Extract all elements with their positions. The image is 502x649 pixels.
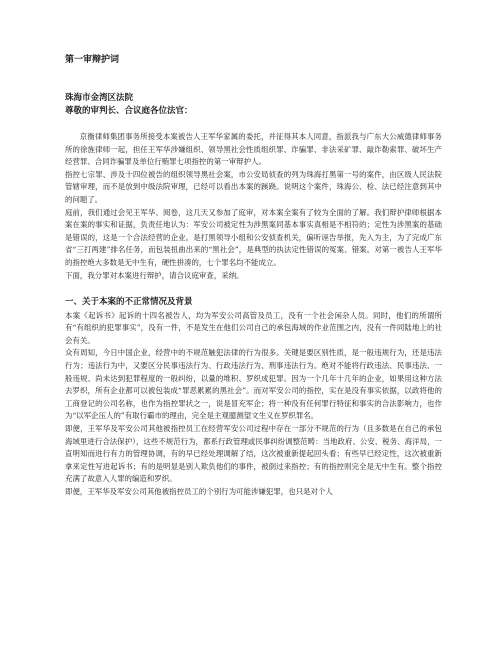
paragraph-closing: 下面，我分罪对本案进行辩护，请合议庭审查，采纳。 [65, 270, 244, 280]
paragraph-court: 指控七宗罪、涉及十四位被告的组织领导黑社会案，市公安局侦查的列为珠海打黑第一号的案件，由区级人民法院管辖审理，而不是放到中级法院审理，已经可以看出本案的蹊跷。说明这个案件，珠海公、检、法已经注意到其中的问题了。 [65, 169, 442, 204]
court-name: 珠海市金湾区法院 [65, 93, 134, 103]
paragraph-opinion: 庭前，我们通过会见王军华、阅卷，这几天又参加了庭审，对本案全案有了较为全面的了解。我们辩护律师根据本案在案的事实和证据，负责任地认为：军安公司被定性为涉黑案同基本事实真相是不相符的；定性为涉黑案的基础是错误的，这是一个合法经营的企业。是打黑领导小组和公安侦查机关，偏听诬告举报，先入为主，为了完成广东省“三打两建”排名任务，而包装扭曲出来的“黑社会”，是典型的执法定性错误的冤案、错案。对第一被告人王军华的指控绝大多数是无中生有，硬性拼凑的，七个罪名均不能成立。 [65, 207, 442, 267]
section-heading: 一、关于本案的不正常情况及背景 [65, 297, 193, 308]
paragraph-intro: 京衡律师集团事务所接受本案被告人王军华家属的委托，并征得其本人同意，指派我与广东大公威德律师事务所的徐旌律师一起，担任王军华涉嫌组织、领导黑社会性质组织罪、诈骗罪、非法采矿罪、敲诈勒索罪、破坏生产经营罪、合同诈骗罪及单位行贿罪七项指控的第一审辩护人。 [65, 132, 442, 167]
section-paragraph: 即便，王军华及军安公司其他被指控员工的个别行为可能涉嫌犯罪，也只是对个人 [65, 486, 333, 496]
greeting: 尊敬的审判长、合议庭各位法官： [65, 105, 193, 116]
section-paragraph: 本案《起诉书》起诉的十四名被告人，均为军安公司高管及员工，没有一个社会闲杂人员。同时，他们的所谓所有“有组织的犯罪事实”，没有一件，不是发生在他们公司自己的承包海域的作业范围之内，没有一件同陆地上的社会有关。 [65, 310, 442, 345]
section-paragraph: 即便，王军华及军安公司其他被指控员工在经营军安公司过程中存在一部分不规范的行为（且多数是在自己的承包海域里进行合法保护），这些不规范行为，都系行政管理或民事纠纷调整范畴：当地政府、公安、税务、海洋局，一直明知而进行有力的管理协调，有的早已经处理调解了结，这次被重新提起回头看；有些早已经定性，这次被重新拿来定性写进起诉书；有的是明显是别人欺负他们的事件，被倒过来指控；有的指控则完全是无中生有。整个指控充满了故意入人罪的编造和罗织。 [65, 423, 442, 484]
section-paragraph: 众有周知，今日中国企业，经营中的不规范触犯法律的行为很多。关键是要区别性质，是一般违规行为，还是违法行为；违法行为中，又要区分民事违法行为、行政违法行为、刑事违法行为。绝对不能将行政违法、民事违法、一般违规、尚未达到犯罪程度的一般纠纷，以量的堆积、罗织成犯罪。因为一个几年十几年的企业，如果用这种方法去罗织，所有企业都可以被包装成“罪恶累累的黑社会”。而对军安公司的指控，实在是没有事实依据，以政将他的工商登记的公司名称，也作为指控罪状之一，说是冒充军企；将一种没有任何罪行特征和事实的合法影响力，也作为“以军企压人的”有取行霸市的理由，完全是主观臆测望文生义在罗织罪名。 [65, 348, 442, 421]
doc-title: 第一审辩护词 [65, 55, 120, 65]
